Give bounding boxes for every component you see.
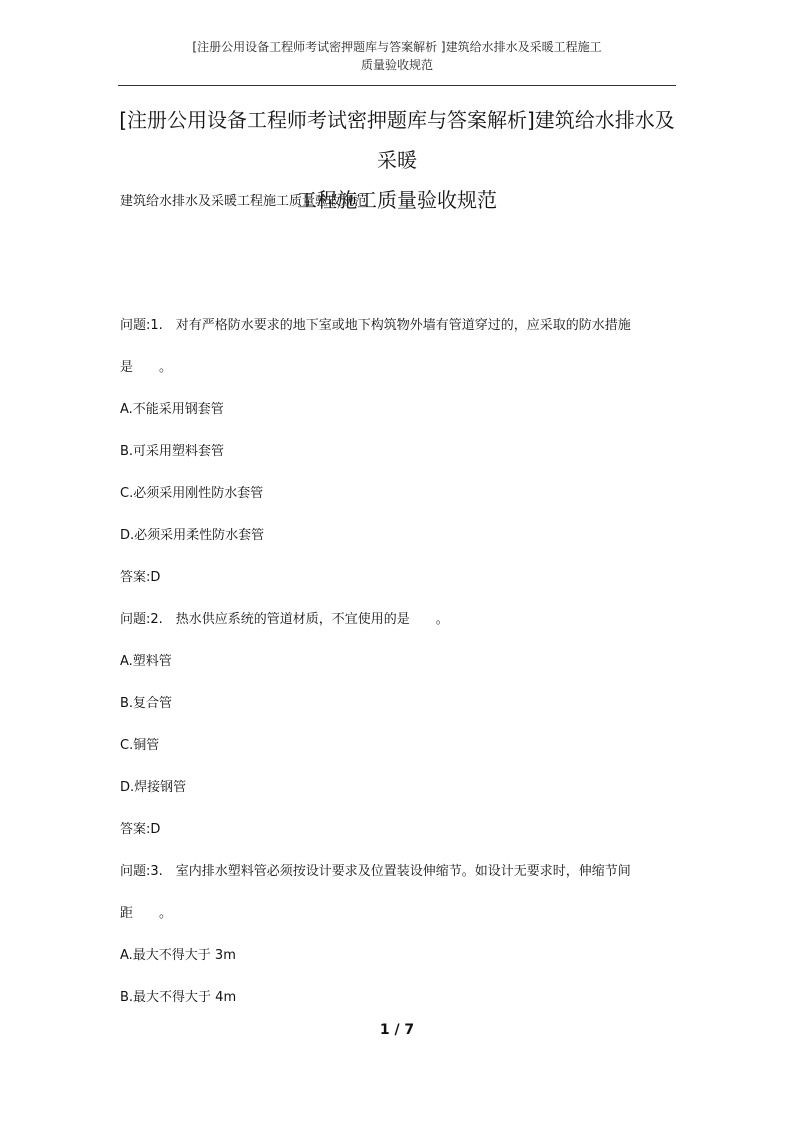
option-b: B.复合管: [120, 696, 173, 711]
question-stem: [120, 862, 676, 924]
question-stem: [120, 316, 676, 378]
question-stem-line2: 距 。: [120, 906, 173, 921]
option-a: A.不能采用钢套管: [120, 402, 224, 417]
running-header-line2: 质量验收规范: [360, 58, 433, 72]
question-stem-line1: 问题:2. 热水供应系统的管道材质，不宜使用的是 。: [120, 612, 449, 627]
document-subtitle: 建筑给水排水及采暖工程施工质量验收规范: [120, 194, 368, 209]
option-a: A.最大不得大于 3m: [120, 948, 236, 963]
answer: 答案:D: [120, 822, 161, 837]
question-stem-line1: 问题:1. 对有严格防水要求的地下室或地下构筑物外墙有管道穿过的，应采取的防水措施: [120, 318, 631, 333]
question-2: [120, 610, 676, 840]
option-b: B.可采用塑料套管: [120, 444, 225, 459]
option-d: D.焊接钢管: [120, 780, 187, 795]
question-list: [120, 316, 676, 1008]
document-title-line2: 工程施工质量验收规范: [297, 188, 497, 212]
question-3: [120, 862, 676, 1008]
option-c: C.铜管: [120, 738, 160, 753]
running-header-line1: [注册公用设备工程师考试密押题库与答案解析 ]建筑给水排水及采暖工程施工: [192, 40, 602, 54]
option-c: C.必须采用刚性防水套管: [120, 486, 264, 501]
option-b: B.最大不得大于 4m: [120, 990, 237, 1005]
question-1: [120, 316, 676, 588]
page-number: 1 / 7: [379, 1022, 415, 1038]
question-stem-line2: 是 。: [120, 360, 173, 375]
question-stem: [120, 610, 676, 630]
question-stem-line1: 问题:3. 室内排水塑料管必须按设计要求及位置装设伸缩节。如设计无要求时，伸缩节间: [120, 864, 631, 879]
header-divider: [118, 85, 676, 86]
document-title-line1: [注册公用设备工程师考试密押题库与答案解析]建筑给水排水及采暖: [119, 108, 675, 172]
option-a: A.塑料管: [120, 654, 172, 669]
running-header: [120, 38, 674, 74]
option-d: D.必须采用柔性防水套管: [120, 528, 265, 543]
answer: 答案:D: [120, 570, 161, 585]
